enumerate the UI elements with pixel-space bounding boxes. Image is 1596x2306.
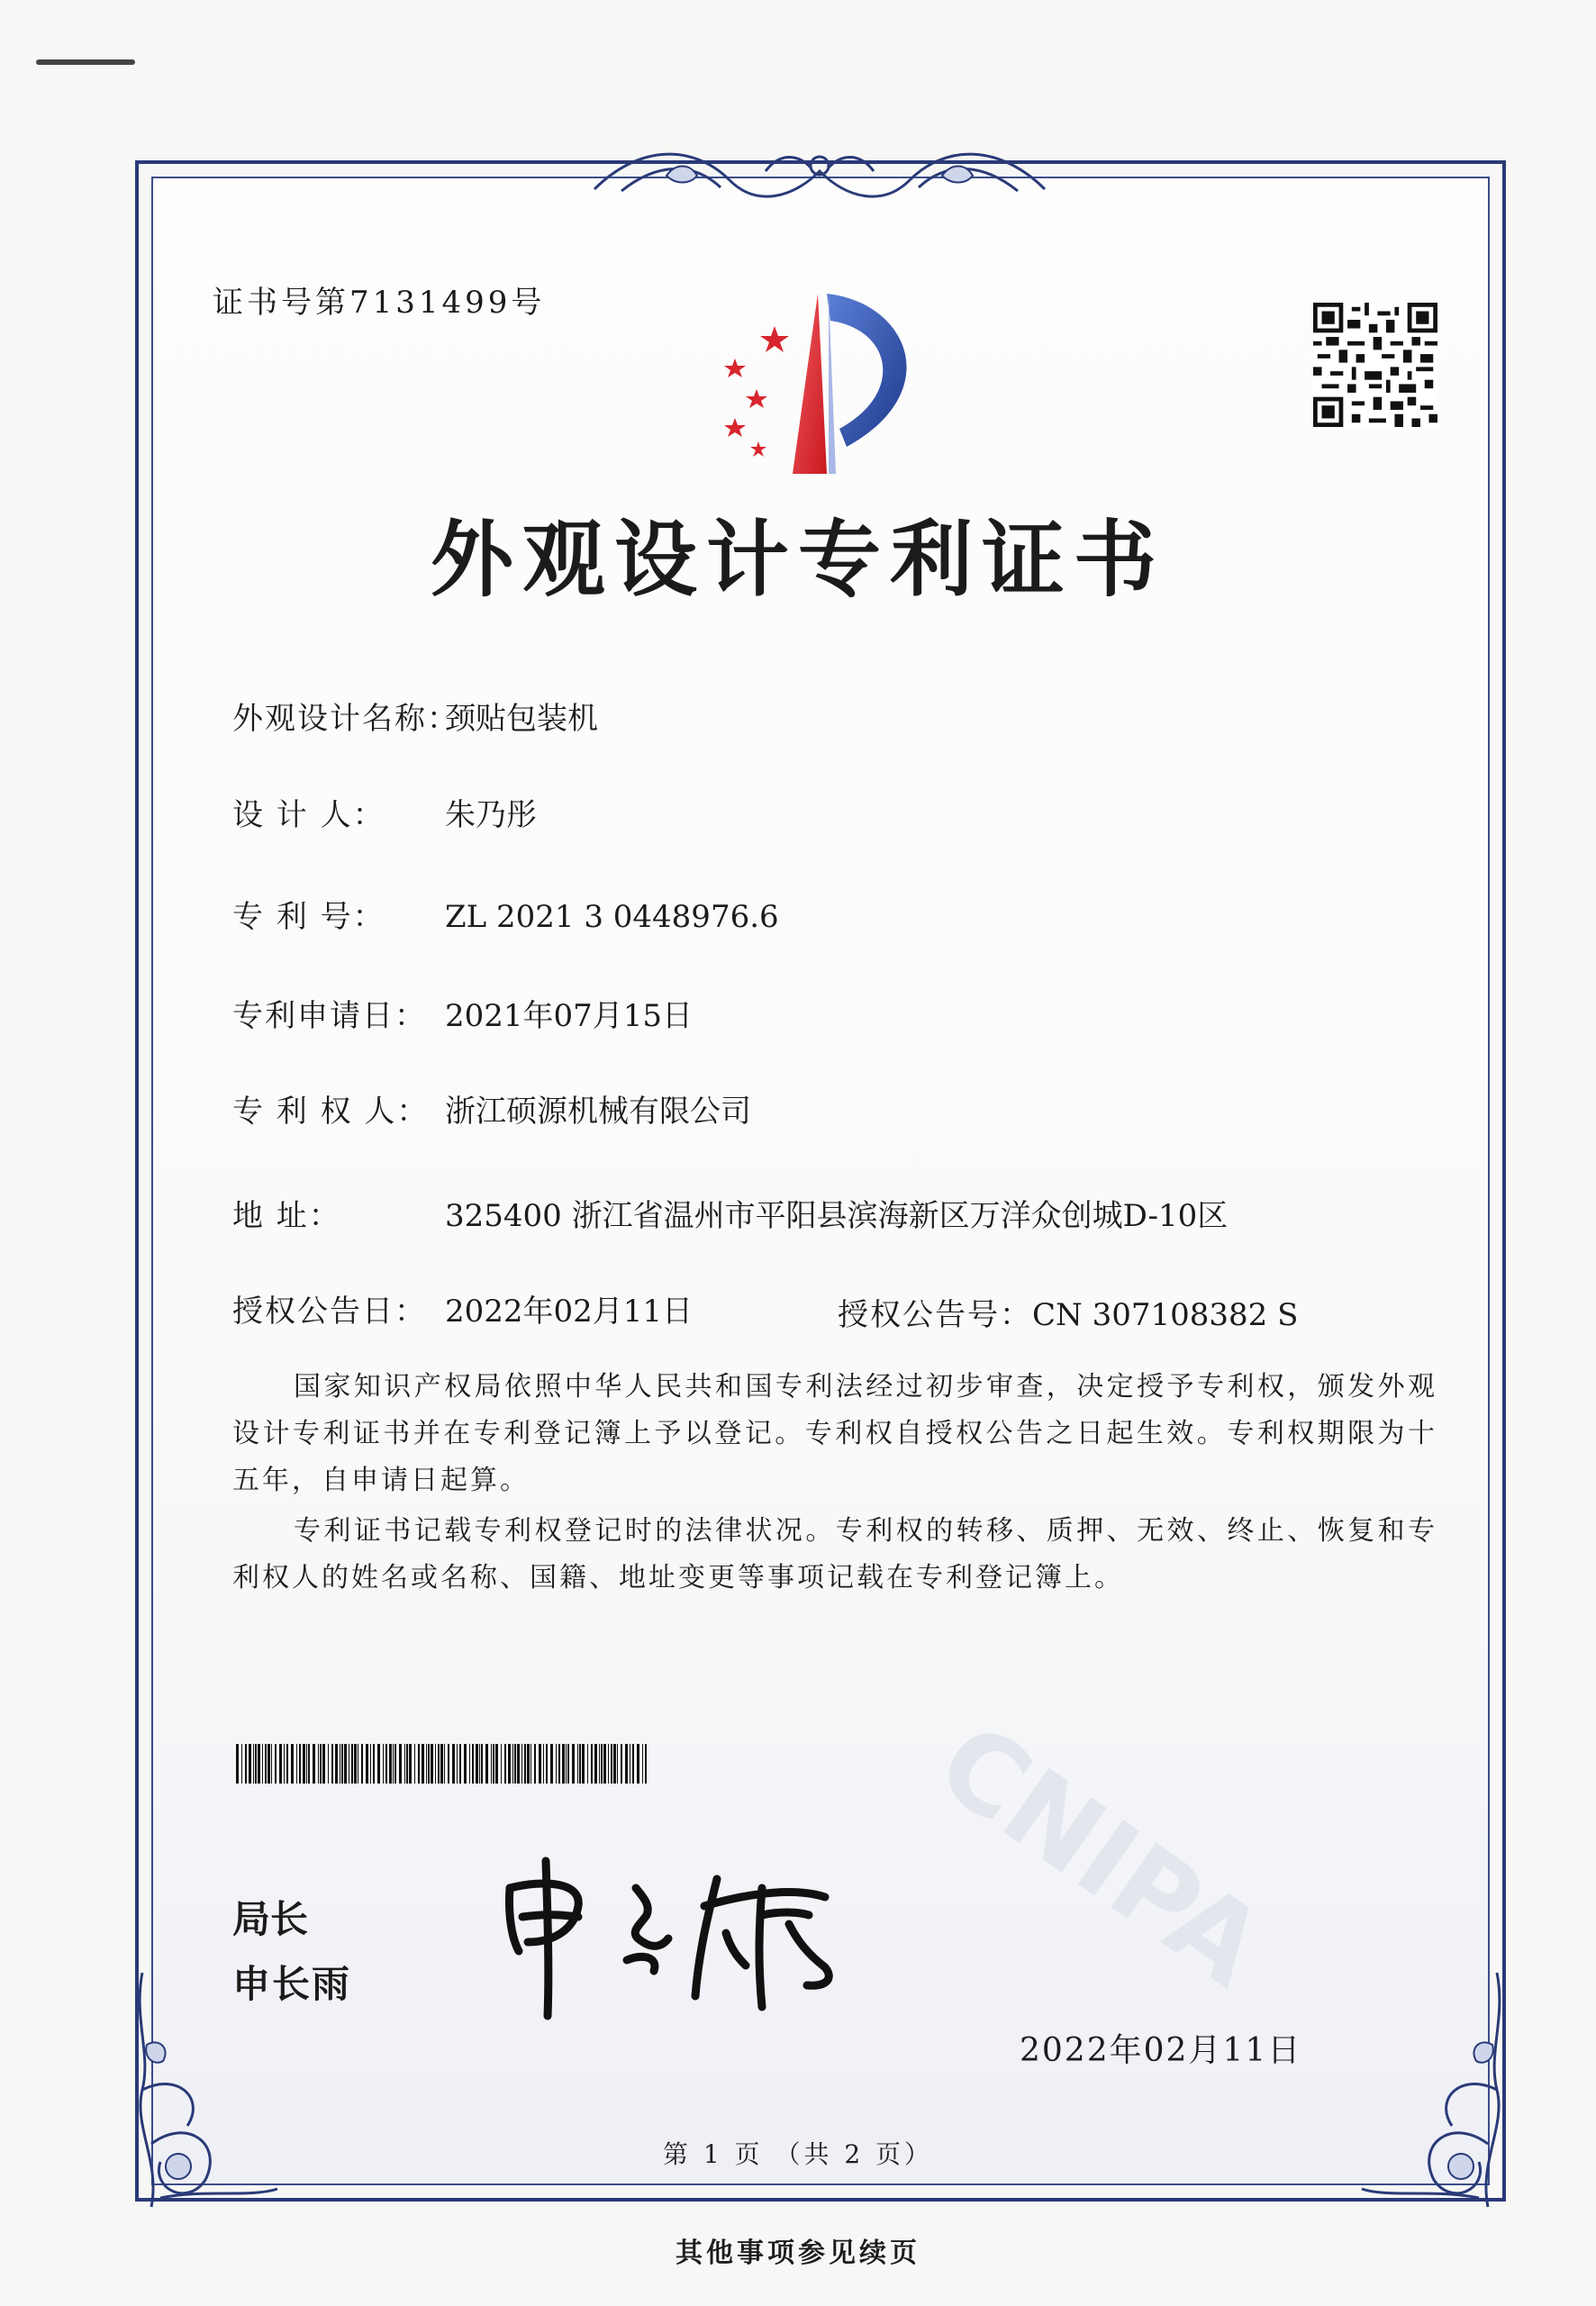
field-label: 授权公告日： [232, 1294, 427, 1330]
field-value: 朱乃彤 [445, 797, 537, 833]
patent-office-emblem-icon [703, 294, 940, 477]
field-address [232, 1191, 1228, 1235]
field-designer [232, 790, 537, 834]
field-label: 专 利 权 人： [232, 1094, 430, 1130]
field-value: 2021年07月15日 [445, 998, 694, 1034]
body-paragraph: 专利证书记载专利权登记时的法律状况。专利权的转移、质押、无效、终止、恢复和专利权人的姓名或名称、国籍、地址变更等事项记载在专利登记簿上。 [232, 1515, 1437, 1593]
signer-title: 局长 [232, 1897, 309, 1941]
barcode-icon [236, 1744, 650, 1784]
field-grant-date [232, 1286, 693, 1330]
scan-artifact-line [36, 59, 135, 65]
body-paragraph: 国家知识产权局依照中华人民共和国专利法经过初步审查，决定授予专利权，颁发外观设计专利证书并在专利登记簿上予以登记。专利权自授权公告之日起生效。专利权期限为十五年，自申请日起算。 [232, 1371, 1437, 1496]
field-label: 地 址： [232, 1198, 341, 1234]
field-value: 颈贴包装机 [445, 701, 598, 737]
field-label: 外观设计名称： [232, 701, 459, 737]
field-value: ZL 2021 3 0448976.6 [445, 899, 779, 935]
field-label: 设 计 人： [232, 797, 385, 833]
security-watermark: CNIPA [915, 1700, 1285, 2011]
footer-note: 其他事项参见续页 [676, 2238, 920, 2269]
top-ornament-icon [585, 135, 1054, 216]
field-value: 325400 浙江省温州市平阳县滨海新区万洋众创城D-10区 [445, 1198, 1229, 1234]
field-label: 授权公告号： [838, 1297, 1032, 1333]
field-label: 专 利 号： [232, 899, 385, 935]
issue-date: 2022年02月11日 [1020, 2032, 1302, 2069]
field-design-name [232, 694, 598, 738]
handwritten-signature-icon [492, 1852, 852, 2023]
bottom-right-ornament-icon [1353, 1964, 1515, 2216]
field-patent-number [232, 892, 779, 936]
field-label: 专利申请日： [232, 998, 427, 1034]
certificate-number: 证书号第7131499号 [213, 285, 546, 321]
field-value: 浙江硕源机械有限公司 [445, 1094, 751, 1130]
signer-name: 申长雨 [232, 1962, 352, 2006]
field-patentee [232, 1086, 751, 1130]
field-publication-number [838, 1290, 1298, 1334]
field-value: 2022年02月11日 [445, 1294, 694, 1330]
field-value: CN 307108382 S [1032, 1297, 1299, 1333]
page-indicator: 第 1 页 （共 2 页） [662, 2139, 934, 2169]
qr-code-icon [1313, 303, 1437, 427]
certificate-title: 外观设计专利证书 [430, 512, 1165, 608]
field-application-date [232, 991, 693, 1035]
